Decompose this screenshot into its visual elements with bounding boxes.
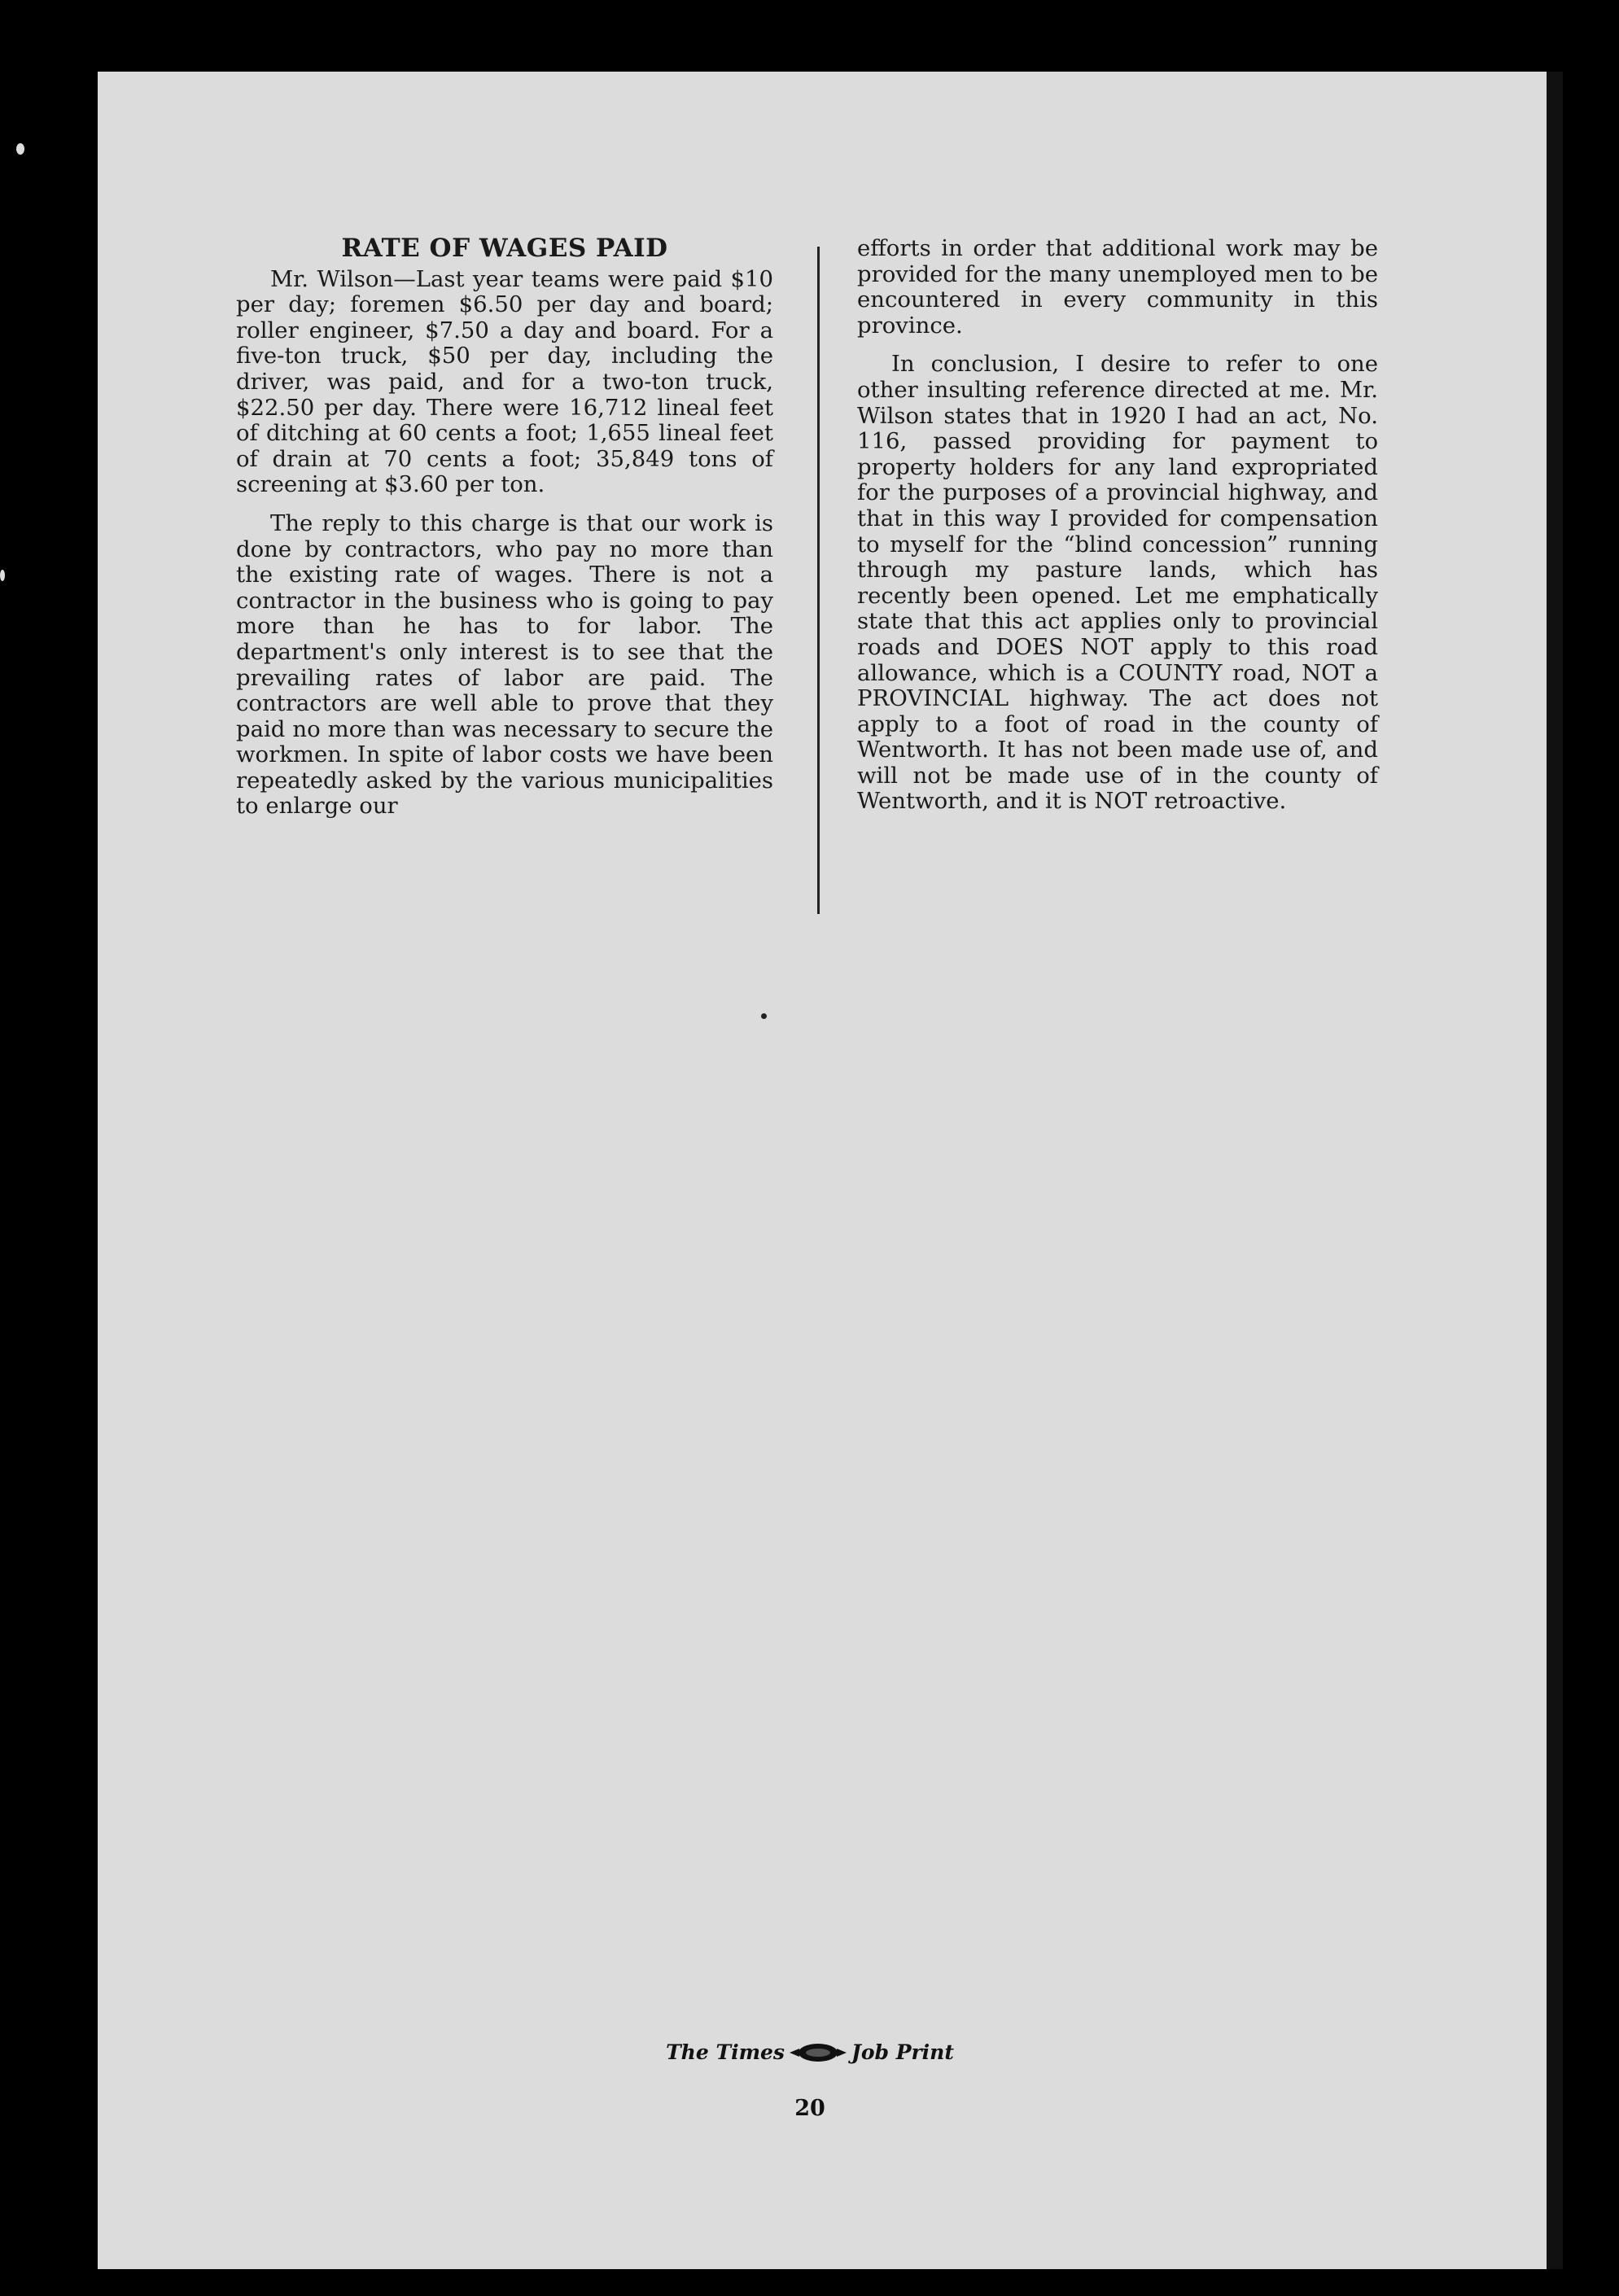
article-paragraph: The reply to this charge is that our work is done by contractors, who pay no more than the existing rate of wages. There is not a contractor in the business who is going to pay more than he has to for labor. The department's only interest is to see that the prevailing rates of labor are paid. The contractors are well able to prove that they paid no more than was necessary to secure the workmen. In spite of labor costs we have been repeatedly asked by the various municipalities to enlarge our xyxy=(236,509,773,820)
article-right-column xyxy=(857,236,1378,828)
article-paragraph: Mr. Wilson—Last year teams were paid $10 per day; foremen $6.50 per day and board; roller engineer, $7.50 a day and board. For a five-ton truck, $50 per day, including the driver, was paid, and for a two-ton truck, $22.50 per day. There were 16,712 lineal feet of ditching at 60 cents a foot; 1,655 lineal feet of drain at 70 cents a foot; 35,849 tons of screening at $3.60 per ton. xyxy=(236,265,773,498)
scan-speck xyxy=(16,143,24,155)
imprint-right-text: Job Print xyxy=(851,2040,954,2064)
article-paragraph: efforts in order that additional work may be provided for the many unemployed men to be encountered in every community in this province. xyxy=(857,235,1378,339)
article-left-column xyxy=(236,236,773,833)
printer-imprint xyxy=(651,2040,969,2064)
page-number: 20 xyxy=(794,2096,825,2121)
printer-emblem-icon xyxy=(788,2042,848,2063)
imprint-left-text: The Times xyxy=(666,2040,785,2064)
article-heading: RATE OF WAGES PAID xyxy=(341,234,668,263)
ink-dot xyxy=(761,1013,767,1019)
scan-speck xyxy=(0,570,5,581)
column-divider xyxy=(817,247,820,914)
page-edge-shadow xyxy=(1547,72,1563,2269)
article-paragraph: In conclusion, I desire to refer to one other insulting reference directed at me. Mr. Wilson states that in 1920 I had an act, No. 116, passed providing for payment to property holders for any land expropriated for the purposes of a provincial highway, and that in this way I provided for compensation to myself for the “blind concession” running through my pasture lands, which has recently been opened. Let me emphatically state that this act applies only to provincial roads and DOES NOT apply to this road allowance, which is a COUNTY road, NOT a PROVINCIAL highway. The act does not apply to a foot of road in the county of Wentworth. It has not been made use of, and will not be made use of in the county of Wentworth, and it is NOT retroactive. xyxy=(857,351,1378,815)
